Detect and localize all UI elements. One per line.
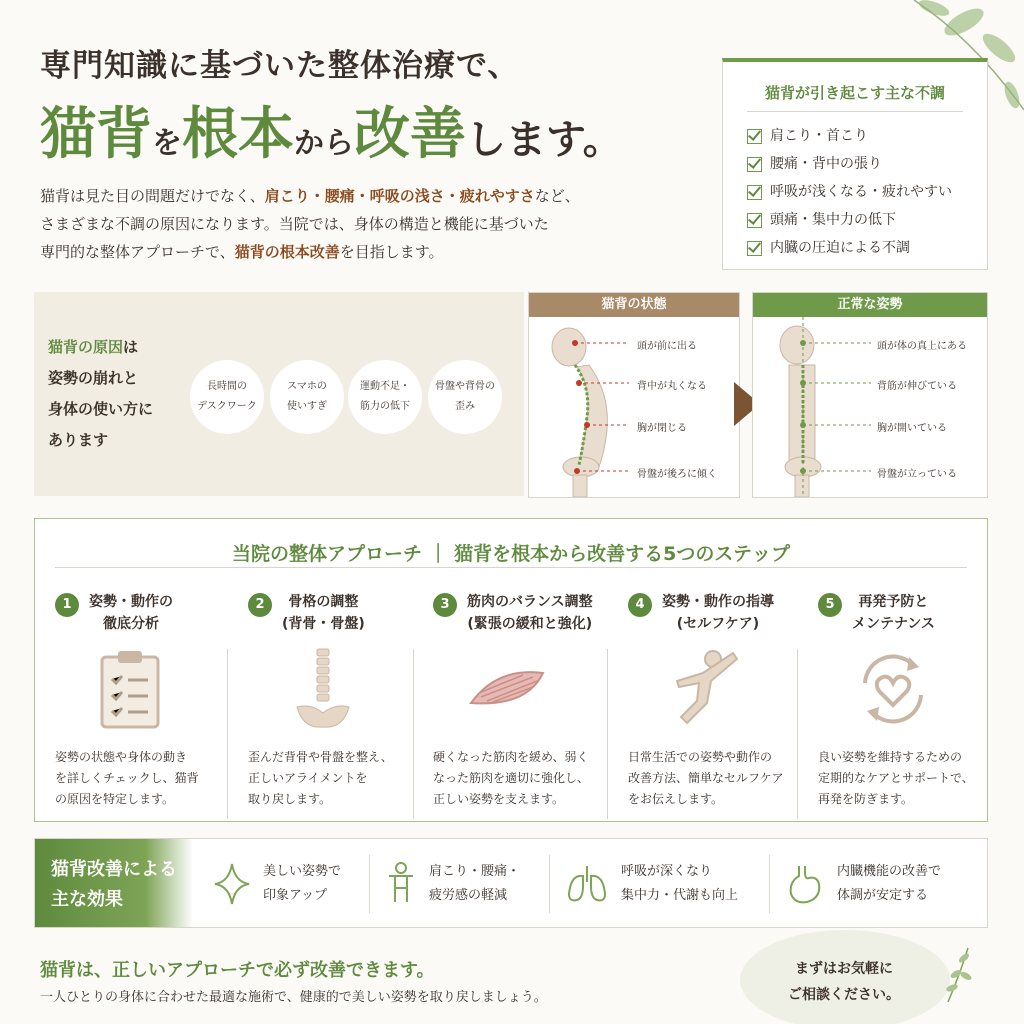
lungs-icon [565, 862, 609, 906]
sparkle-icon [213, 862, 251, 906]
step-number: 4 [628, 593, 652, 617]
stomach-icon [785, 862, 825, 906]
approach-steps-section [34, 518, 988, 822]
step-description: 硬くなった筋肉を緩め、弱く なった筋肉を適切に強化し、 正しい姿勢を支えます。 [433, 750, 590, 806]
posture-good-title: 正常な姿勢 [753, 293, 987, 317]
effects-heading: 猫背改善による 主な効果 [35, 839, 193, 927]
step-description: 姿勢の状態や身体の動き を詳しくチェックし、猫背 の原因を特定します。 [55, 750, 199, 806]
consult-cta[interactable]: まずはお気軽に ご相談ください。 [788, 961, 900, 1003]
muscle-icon [457, 647, 557, 731]
posture-label: 頭が体の真上にある [877, 341, 967, 352]
effects-section [34, 838, 988, 928]
cause-circle: スマホの 使いすぎ [270, 360, 344, 434]
cause-circle: 長時間の デスクワーク [190, 360, 264, 434]
posture-label: 胸が閉じる [637, 423, 687, 434]
posture-bad-title: 猫背の状態 [529, 293, 739, 317]
cause-circle: 運動不足・ 筋力の低下 [348, 360, 422, 434]
step-description: 良い姿勢を維持するための 定期的なケアとサポートで、 再発を防ぎます。 [818, 750, 974, 806]
effect-item: 肩こり・腰痛・ 疲労感の軽減 [385, 859, 520, 909]
spine-icon [283, 647, 363, 731]
step-title: 筋肉のバランス調整 (緊張の緩和と強化) [467, 594, 593, 632]
symptoms-title: 猫背が引き起こす主な不調 [747, 82, 963, 112]
posture-label: 胸が開いている [877, 423, 947, 434]
symptoms-box [722, 58, 988, 270]
closing-subtext: 一人ひとりの身体に合わせた最適な施術で、健康的で美しい姿勢を取り戻しましょう。 [40, 990, 547, 1005]
step-title: 姿勢・動作の 徹底分析 [89, 594, 173, 632]
posture-label: 頭が前に出る [637, 341, 697, 352]
clipboard-icon [90, 647, 170, 731]
exercise-figure-icon [663, 647, 743, 731]
cause-section [34, 292, 524, 496]
checkbox-icon [747, 213, 762, 228]
posture-label: 骨盤が後ろに傾く [637, 469, 717, 480]
symptom-item: 内臓の圧迫による不調 [747, 234, 987, 262]
posture-label: 背筋が伸びている [877, 381, 957, 392]
step-number: 2 [248, 593, 272, 617]
step-number: 5 [818, 593, 842, 617]
step-number: 3 [433, 593, 457, 617]
effect-item: 美しい姿勢で 印象アップ [213, 859, 341, 909]
headline-line2: 猫背を根本から改善します。 [40, 102, 623, 167]
step-title: 姿勢・動作の指導 (セルフケア) [662, 594, 774, 632]
effect-item: 呼吸が深くなり 集中力・代謝も向上 [565, 859, 738, 909]
posture-label: 背中が丸くなる [637, 381, 707, 392]
symptom-item: 頭痛・集中力の低下 [747, 206, 987, 234]
symptom-item: 呼吸が浅くなる・疲れやすい [747, 178, 987, 206]
intro-text: 猫背は見た目の問題だけでなく、肩こり・腰痛・呼吸の浅さ・疲れやすさなど、 さまざまな不調の原因になります。当院では、身体の構造と機能に基づいた 専門的な整体アプローチで、猫背の根本改善を目指します。 [40, 187, 580, 261]
approach-title: 当院の整体アプローチ ｜ 猫背を根本から改善する5つのステップ [231, 543, 791, 565]
cause-circle: 骨盤や背骨の 歪み [428, 360, 502, 434]
step-card [798, 579, 988, 809]
symptom-item: 肩こり・首こり [747, 122, 987, 150]
checkbox-icon [747, 241, 762, 256]
leaf-sprig-icon [938, 944, 978, 1004]
step-card [228, 579, 418, 809]
checkbox-icon [747, 157, 762, 172]
checkbox-icon [747, 185, 762, 200]
step-description: 歪んだ背骨や骨盤を整え、 正しいアライメントを 取り戻します。 [248, 750, 393, 806]
posture-bad-panel [528, 292, 740, 498]
body-figure-icon [385, 862, 417, 906]
step-card [608, 579, 798, 809]
step-title: 再発予防と メンテナンス [852, 594, 935, 632]
step-title: 骨格の調整 (背骨・骨盤) [282, 594, 365, 632]
step-card [413, 579, 603, 809]
symptom-item: 腰痛・背中の張り [747, 150, 987, 178]
posture-good-panel [752, 292, 988, 498]
closing-headline: 猫背は、正しいアプローチで必ず改善できます。 [40, 960, 435, 981]
step-number: 1 [55, 593, 79, 617]
posture-label: 骨盤が立っている [877, 469, 957, 480]
checkbox-icon [747, 129, 762, 144]
effect-item: 内臓機能の改善で 体調が安定する [785, 859, 941, 909]
heart-cycle-icon [853, 647, 933, 731]
headline-line1: 専門知識に基づいた整体治療で、 [40, 48, 520, 84]
step-description: 日常生活での姿勢や動作の 改善方法、簡単なセルフケア をお伝えします。 [628, 750, 784, 806]
cause-text: 猫背の原因は 姿勢の崩れと 身体の使い方に あります [48, 338, 154, 449]
step-card [35, 579, 225, 809]
